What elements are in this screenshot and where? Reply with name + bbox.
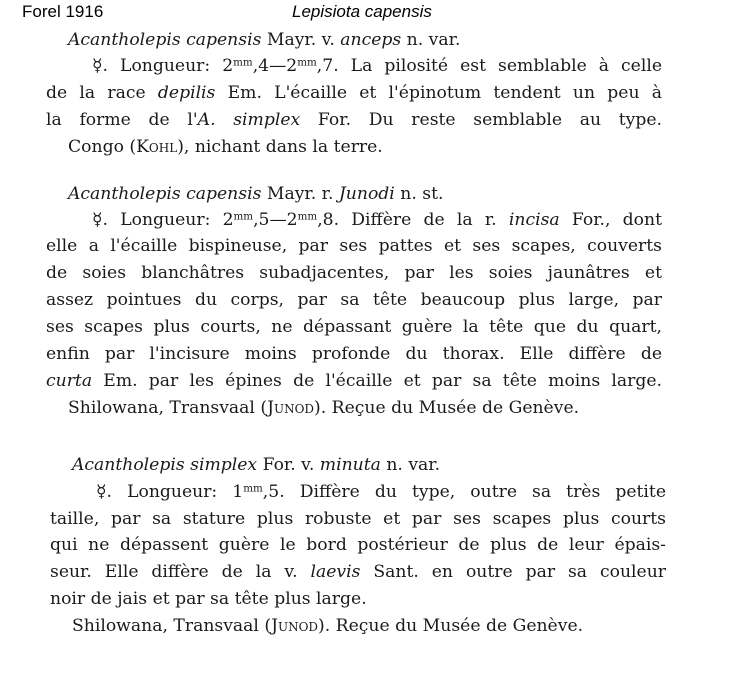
title-status: n. var. xyxy=(380,455,441,475)
text-segment: For., dont xyxy=(559,210,662,230)
entry-title xyxy=(68,30,460,50)
text-segment: Sant. en outre par sa couleur xyxy=(360,562,666,582)
title-genus-species: Acantholepis simplex xyxy=(72,455,258,475)
text-line xyxy=(46,290,662,310)
header-taxon: Lepisiota capensis xyxy=(292,2,432,21)
text-segment: de la race xyxy=(46,83,158,103)
entry-title xyxy=(72,455,440,475)
text-line xyxy=(46,83,662,103)
italic-taxon: curta xyxy=(46,371,93,391)
text-line xyxy=(46,236,662,256)
text-line xyxy=(50,535,666,555)
italic-taxon: depilis xyxy=(157,83,216,103)
text-line xyxy=(68,398,579,418)
text-segment: ). Reçue du Musée de Genève. xyxy=(318,616,584,636)
text-line xyxy=(68,137,383,157)
title-status: n. st. xyxy=(394,184,444,204)
text-segment: la forme de l' xyxy=(46,110,198,130)
title-name: Junodi xyxy=(338,184,395,204)
text-segment: ☿. Longueur: 2 xyxy=(92,56,234,76)
text-segment: ,8. Diffère de la r. xyxy=(317,210,509,230)
text-line xyxy=(46,371,662,391)
text-segment: ses scapes plus courts, ne dépassant guère la tête que du quart, xyxy=(46,317,662,337)
text-segment: ,5—2 xyxy=(253,210,298,230)
title-name: minuta xyxy=(319,455,381,475)
text-segment: ,5. Diffère du type, outre sa très petite xyxy=(262,482,667,502)
collector-name: Kohl xyxy=(136,137,178,157)
text-segment: ☿. Longueur: 1 xyxy=(96,482,244,502)
text-segment: ,4—2 xyxy=(252,56,298,76)
text-segment: ), nichant dans la terre. xyxy=(177,137,383,157)
title-status: n. var. xyxy=(401,30,461,50)
text-line xyxy=(50,562,666,582)
text-segment: ☿. Longueur: 2 xyxy=(92,210,234,230)
text-segment: elle a l'écaille bispineuse, par ses pattes et ses scapes, couverts xyxy=(46,236,662,256)
text-segment: Shilowana, Transvaal ( xyxy=(72,616,272,636)
text-segment: noir de jais et par sa tête plus large. xyxy=(50,589,367,609)
italic-taxon: incisa xyxy=(508,210,560,230)
text-segment: For. Du reste semblable au type. xyxy=(300,110,662,130)
text-segment: Congo ( xyxy=(68,137,137,157)
italic-taxon: laevis xyxy=(310,562,361,582)
unit-superscript: mm xyxy=(233,210,254,223)
text-segment: de soies blanchâtres subadjacentes, par les soies jaunâtres et xyxy=(46,263,662,283)
title-rest: Mayr. v. xyxy=(261,30,341,50)
text-segment: Em. par les épines de l'écaille et par sa tête moins large. xyxy=(92,371,662,391)
text-line xyxy=(46,317,662,337)
unit-superscript: mm xyxy=(297,210,318,223)
text-segment: seur. Elle diffère de la v. xyxy=(50,562,311,582)
unit-superscript: mm xyxy=(297,56,317,69)
title-rest: For. v. xyxy=(257,455,320,475)
collector-name: Junod xyxy=(271,616,319,636)
title-genus-species: Acantholepis capensis xyxy=(68,30,262,50)
title-rest: Mayr. r. xyxy=(261,184,339,204)
text-line xyxy=(92,56,662,76)
text-line xyxy=(46,263,662,283)
text-line xyxy=(46,110,662,130)
text-segment: taille, par sa stature plus robuste et par ses scapes plus courts xyxy=(50,509,666,529)
text-line xyxy=(92,210,662,230)
header-author-year: Forel 1916 xyxy=(22,2,104,21)
text-segment: Shilowana, Transvaal ( xyxy=(68,398,268,418)
text-segment: ,7. La pilosité est semblable à celle xyxy=(316,56,662,76)
unit-superscript: mm xyxy=(243,482,263,495)
text-line xyxy=(50,509,666,529)
text-segment: qui ne dépassent guère le bord postérieur de plus de leur épais- xyxy=(50,535,666,555)
entry-title xyxy=(68,184,443,204)
text-segment: assez pointues du corps, par sa tête beaucoup plus large, par xyxy=(46,290,662,310)
title-genus-species: Acantholepis capensis xyxy=(68,184,262,204)
title-name: anceps xyxy=(340,30,402,50)
text-segment: enfin par l'incisure moins profonde du thorax. Elle diffère de xyxy=(46,344,662,364)
text-line xyxy=(96,482,666,502)
collector-name: Junod xyxy=(267,398,315,418)
italic-taxon: A. simplex xyxy=(197,110,301,130)
text-line xyxy=(50,589,367,609)
text-line xyxy=(72,616,583,636)
text-line xyxy=(46,344,662,364)
text-segment: Em. L'écaille et l'épinotum tendent un peu à xyxy=(215,83,663,103)
unit-superscript: mm xyxy=(233,56,253,69)
text-segment: ). Reçue du Musée de Genève. xyxy=(314,398,580,418)
